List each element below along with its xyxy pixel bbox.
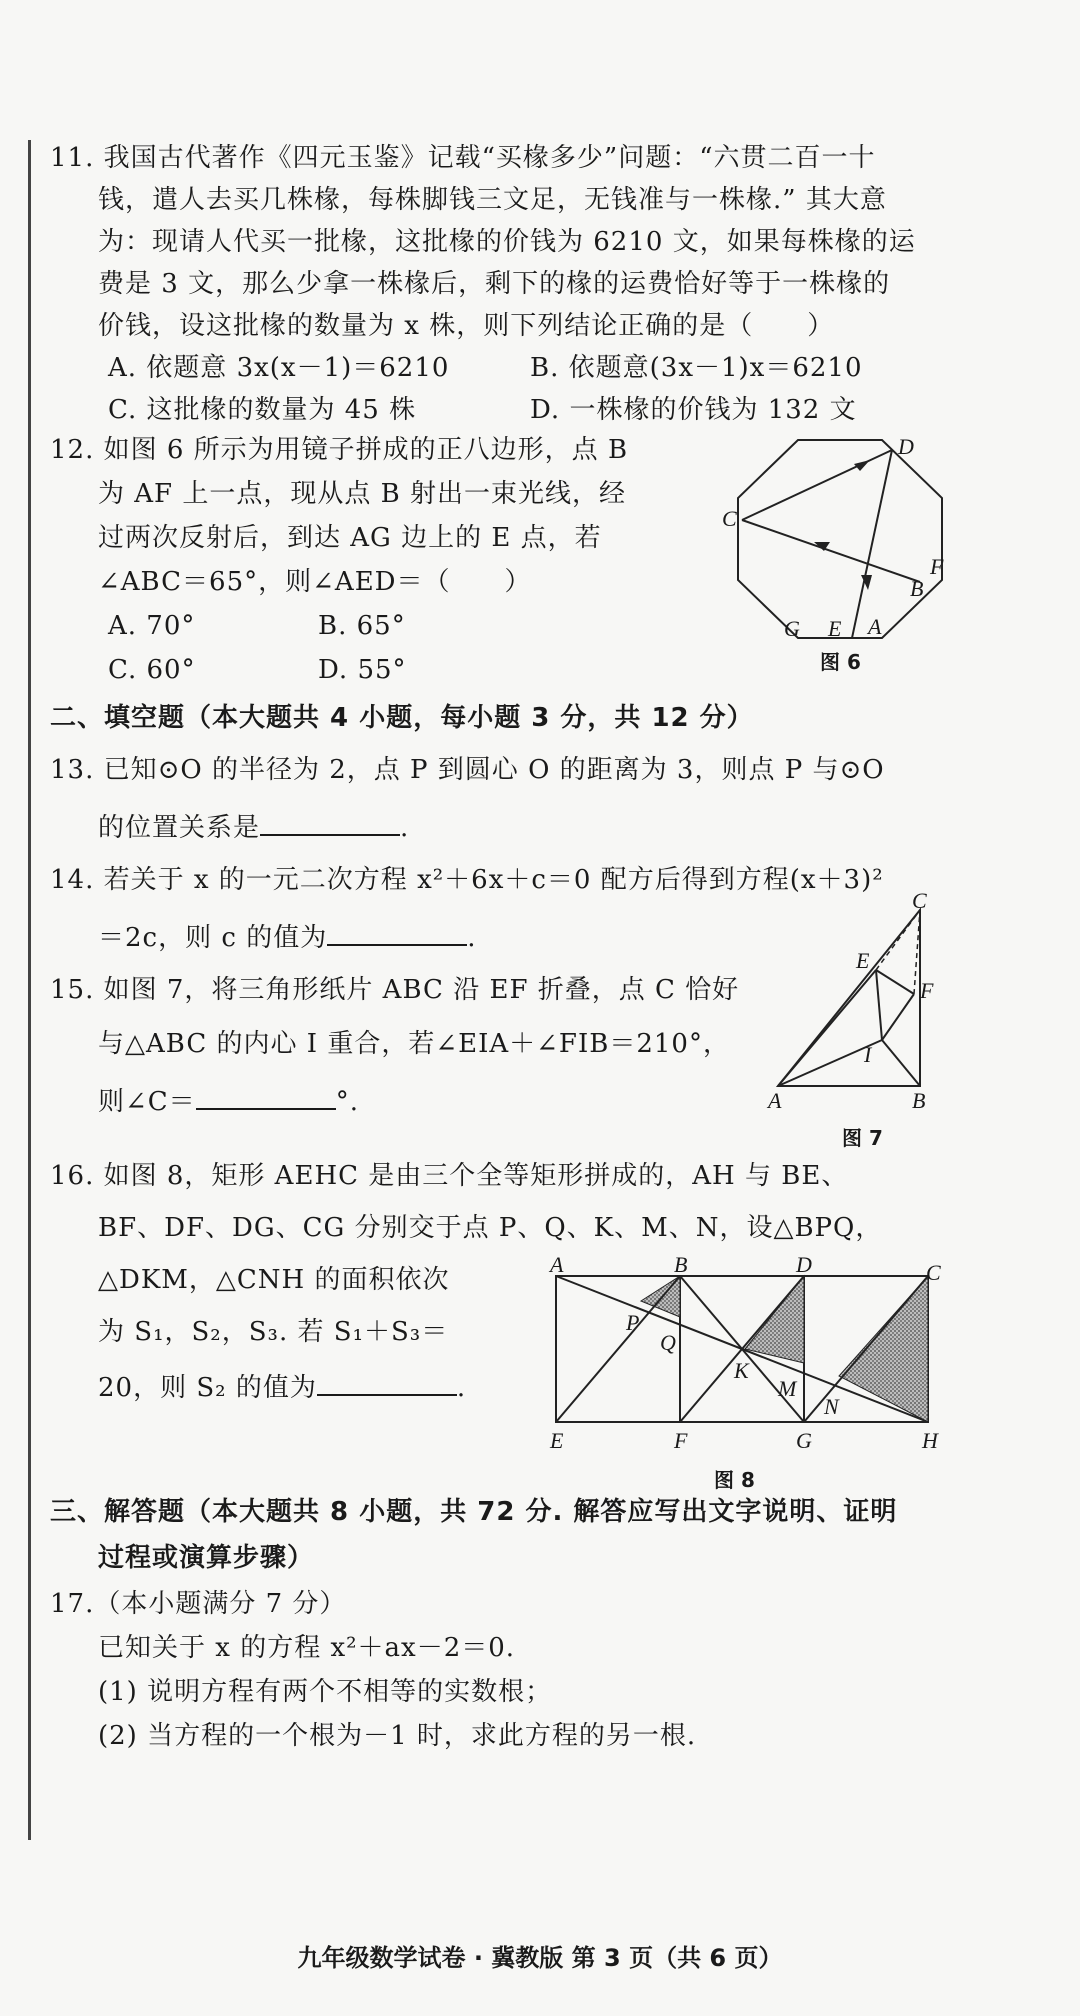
fig6-label-a: A: [868, 614, 882, 639]
q11-line-5: 价钱，设这批椽的数量为 x 株，则下列结论正确的是（ ）: [98, 311, 835, 341]
q15-line-3: 则∠C＝ °.: [98, 1080, 359, 1120]
binding-margin-rule: [28, 140, 31, 1840]
fig8-label-c: C: [926, 1260, 941, 1285]
ray-d-e: [852, 450, 892, 638]
q15-degree: °: [335, 1087, 350, 1117]
fig8-label-k: K: [734, 1358, 749, 1383]
fold-line-ef: [876, 970, 914, 994]
fig8-label-q: Q: [660, 1330, 676, 1355]
fig7-label-f: F: [920, 978, 934, 1003]
q12-line-3: 过两次反射后，到达 AG 边上的 E 点，若: [98, 523, 602, 553]
q12-option-d: D. 55°: [318, 655, 407, 685]
q13-line-2-text: 的位置关系是: [98, 813, 261, 843]
q14-line-1: 14. 若关于 x 的一元二次方程 x²＋6x＋c＝0 配方后得到方程(x＋3)²: [50, 865, 884, 895]
q12-line-1: 12. 如图 6 所示为用镜子拼成的正八边形，点 B: [50, 435, 629, 465]
q11-option-c: C. 这批椽的数量为 45 株: [108, 395, 417, 425]
q15-line-1: 15. 如图 7，将三角形纸片 ABC 沿 EF 折叠，点 C 恰好: [50, 975, 740, 1005]
q16-line-5: 20，则 S₂ 的值为 .: [98, 1366, 466, 1406]
q15-line-3-text: 则∠C＝: [98, 1087, 196, 1117]
q16-line-5-text: 20，则 S₂ 的值为: [98, 1373, 317, 1403]
fig6-label-c: C: [722, 506, 737, 531]
fig7-label-b: B: [912, 1088, 926, 1113]
fig7-label-a: A: [768, 1088, 782, 1113]
fig8-label-f: F: [674, 1428, 688, 1453]
q12-option-c: C. 60°: [108, 655, 196, 685]
q11-line-3: 为：现请人代买一批椽，这批椽的价钱为 6210 文，如果每株椽的运: [98, 227, 916, 257]
q12-line-4: ∠ABC＝65°，则∠AED＝（ ）: [98, 567, 532, 597]
q16-line-3: △DKM，△CNH 的面积依次: [98, 1265, 450, 1295]
fig8-label-h: H: [922, 1428, 938, 1453]
fig6-caption: 图 6: [820, 650, 861, 674]
q12-option-a: A. 70°: [108, 611, 196, 641]
fig8-label-m: M: [778, 1376, 797, 1401]
q13-line-1: 13. 已知⊙O 的半径为 2，点 P 到圆心 O 的距离为 3，则点 P 与⊙O: [50, 755, 885, 785]
fig6-label-e: E: [828, 616, 842, 641]
fig7-label-c: C: [912, 888, 927, 913]
q12-line-2: 为 AF 上一点，现从点 B 射出一束光线，经: [98, 479, 626, 509]
fig8-label-p: P: [626, 1310, 640, 1335]
octagon-outline: [738, 440, 942, 638]
fig6-label-d: D: [898, 434, 914, 459]
fig6-label-g: G: [784, 616, 800, 641]
q17-header: 17.（本小题满分 7 分）: [50, 1589, 347, 1619]
shaded-dkm: [745, 1276, 804, 1363]
q13-answer-blank[interactable]: [260, 806, 400, 836]
page-footer: 九年级数学试卷 · 冀教版 第 3 页（共 6 页）: [297, 1944, 783, 1972]
q17-part-2: (2) 当方程的一个根为－1 时，求此方程的另一根.: [98, 1721, 697, 1751]
q14-answer-blank[interactable]: [327, 916, 467, 946]
shaded-cnh: [839, 1276, 928, 1422]
fig7-caption: 图 7: [842, 1126, 883, 1150]
section-3-title-line-1: 三、解答题（本大题共 8 小题，共 72 分. 解答应写出文字说明、证明: [50, 1497, 898, 1527]
fig6-label-f: F: [930, 554, 944, 579]
q16-line-2: BF、DF、DG、CG 分别交于点 P、Q、K、M、N，设△BPQ，: [98, 1213, 883, 1243]
q11-line-2: 钱，遣人去买几株椽，每株脚钱三文足，无钱准与一株椽.” 其大意: [98, 185, 887, 215]
fig8-label-e: E: [550, 1428, 564, 1453]
q16-line-4: 为 S₁，S₂，S₃. 若 S₁＋S₃＝: [98, 1317, 449, 1347]
q12-option-b: B. 65°: [318, 611, 406, 641]
q16-answer-blank[interactable]: [317, 1366, 457, 1396]
q16-line-1: 16. 如图 8，矩形 AEHC 是由三个全等矩形拼成的，AH 与 BE、: [50, 1161, 849, 1191]
q11-option-b: B. 依题意(3x－1)x＝6210: [530, 353, 863, 383]
fig6-label-b: B: [910, 576, 924, 601]
fig8-label-d: D: [796, 1252, 812, 1277]
fig8-label-n: N: [824, 1394, 839, 1419]
q14-line-2-text: ＝2c，则 c 的值为: [98, 923, 328, 953]
q13-line-2: 的位置关系是 .: [98, 806, 409, 846]
q11-option-a: A. 依题意 3x(x－1)＝6210: [108, 353, 450, 383]
section-2-title: 二、填空题（本大题共 4 小题，每小题 3 分，共 12 分）: [50, 703, 754, 733]
fig7-label-e: E: [856, 948, 870, 973]
fig8-caption: 图 8: [714, 1468, 755, 1492]
section-3-title-line-2: 过程或演算步骤）: [98, 1543, 315, 1573]
q11-line-4: 费是 3 文，那么少拿一株椽后，剩下的椽的运费恰好等于一株椽的: [98, 269, 891, 299]
q15-line-2: 与△ABC 的内心 I 重合，若∠EIA＋∠FIB＝210°，: [98, 1029, 730, 1059]
q15-answer-blank[interactable]: [196, 1080, 336, 1110]
fig8-label-g: G: [796, 1428, 812, 1453]
fig8-label-b: B: [674, 1252, 688, 1277]
arrow-head-1: [854, 460, 870, 471]
fig8-label-a: A: [550, 1252, 564, 1277]
q17-stem: 已知关于 x 的方程 x²＋ax－2＝0.: [98, 1633, 516, 1663]
fig7-label-i: I: [864, 1042, 872, 1067]
q11-line-1: 11. 我国古代著作《四元玉鉴》记载“买椽多少”问题：“六贯二百一十: [50, 143, 876, 173]
q11-option-d: D. 一株椽的价钱为 132 文: [530, 395, 857, 425]
q14-line-2: ＝2c，则 c 的值为 .: [98, 916, 476, 956]
figure-8-rectangles: [554, 1274, 934, 1426]
ray-c-b: [742, 520, 920, 582]
q17-part-1: (1) 说明方程有两个不相等的实数根；: [98, 1677, 553, 1707]
